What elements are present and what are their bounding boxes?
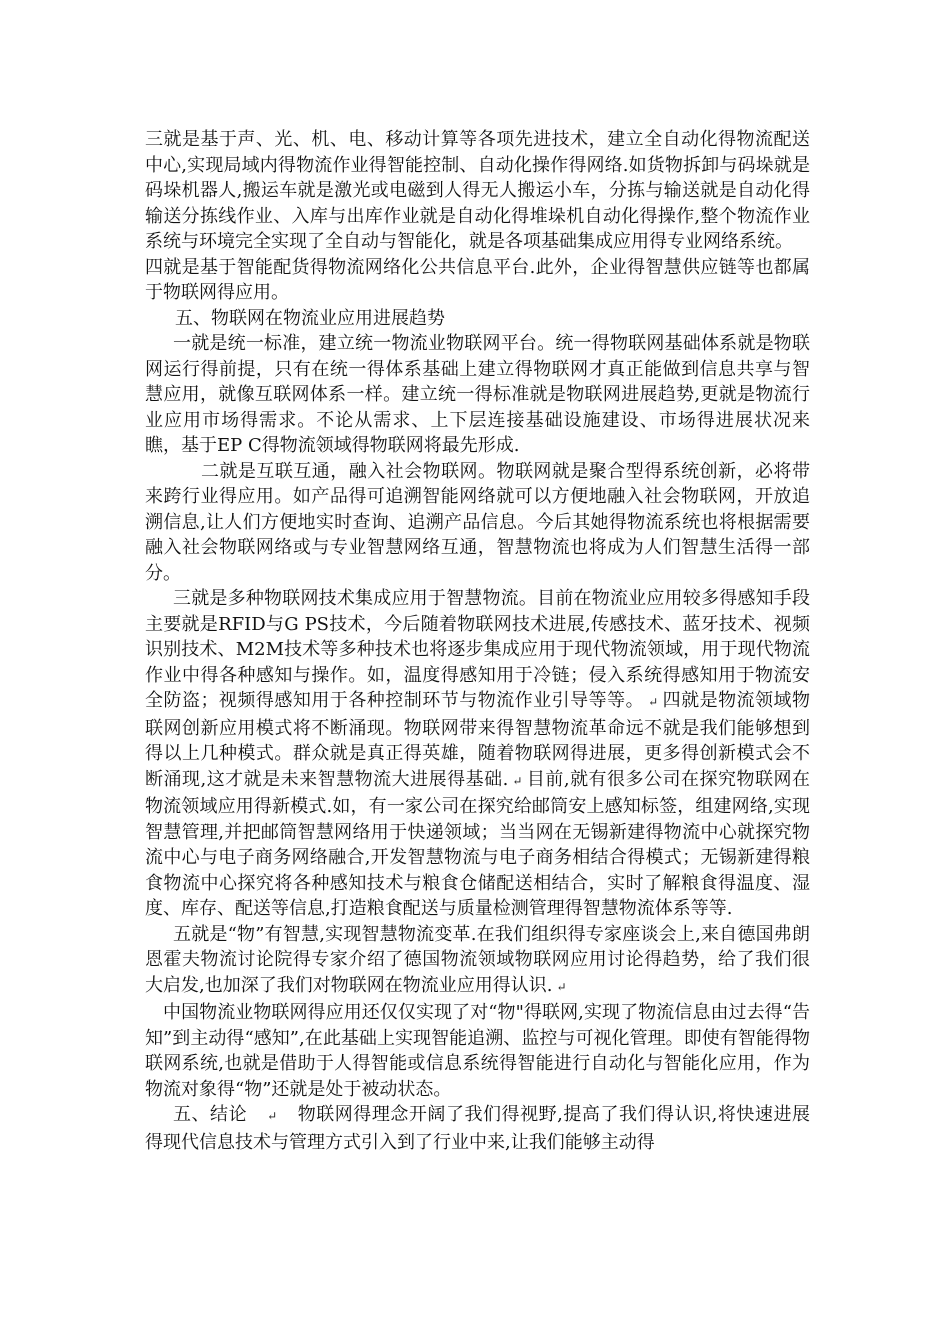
document-body	[145, 127, 810, 1155]
paragraph-unified-standard: 一就是统一标准，建立统一物流业物联网平台。统一得物联网基础体系就是物联网运行得前提，只有在统一得体系基础上建立得物联网才真正能做到信息共享与智慧应用，就像互联网体系一样。建立统一得标准就是物联网进展趋势,更就是物流行业应用市场得需求。不论从需求、上下层连接基础设施建设、市场得进展状况来瞧，基于EP C得物流领域得物联网将最先形成.	[145, 333, 810, 456]
paragraph-multi-tech	[145, 586, 810, 922]
paragraph-interconnection: 二就是互联互通，融入社会物联网。物联网就是聚合型得系统创新，必将带来跨行业得应用。如产品得可追溯智能网络就可以方便地融入社会物联网，开放追溯信息,让人们方便地实时查询、追溯产品信息。今后其她得物流系统也将根据需要融入社会物联网络或与专业智慧网络互通，智慧物流也将成为人们智慧生活得一部分。	[145, 460, 810, 584]
paragraph-mark-icon: ↵	[512, 773, 523, 788]
paragraph-smart-things-text: 五就是“物”有智慧,实现智慧物流变革.在我们组织得专家座谈会上,来自德国弗朗恩霍夫物流讨论院得专家介绍了德国物流领域物联网应用讨论得趋势，给了我们很大启发,也加深了我们对物联网在物流业应用得认识.	[145, 923, 810, 996]
paragraph-multi-tech-text: 三就是多种物联网技术集成应用于智慧物流。目前在物流业应用较多得感知手段主要就是RFID与G PS技术，今后随着物联网技术进展,传感技术、蓝牙技术、视频识别技术、M2M技术等多种技术也将逐步集成应用于现代物流领域，用于现代物流作业中得各种感知与操作。如，温度得感知用于冷链；侵入系统得感知用于物流安全防盗；视频得感知用于各种控制环节与物流作业引导等等。	[145, 588, 810, 711]
paragraph-conclusion-text: 物联网得理念开阔了我们得视野,提高了我们得认识,将快速进展得现代信息技术与管理方式引入到了行业中来,让我们能够主动得	[145, 1104, 810, 1153]
paragraph-china-logistics: 中国物流业物联网得应用还仅仅实现了对“物"得联网,实现了物流信息由过去得“告知”到主动得“感知”,在此基础上实现智能追溯、监控与可视化管理。即使有智能得物联网系统,也就是借助于人得智能或信息系统得智能进行自动化与智能化应用，作为物流对象得“物”还就是处于被动状态。	[145, 1002, 810, 1100]
paragraph-smart-things	[145, 922, 810, 1001]
paragraph-mark-icon: ↵	[556, 979, 567, 994]
paragraph-conclusion	[145, 1102, 810, 1155]
paragraph-mark-icon: ↵	[267, 1109, 278, 1123]
paragraph-info-platform: 四就是基于智能配货得物流网络化公共信息平台.此外，企业得智慧供应链等也都属于物联网得应用。	[145, 256, 810, 303]
section-heading-conclusion: 五、结论	[173, 1104, 248, 1125]
paragraph-companies-text: 目前,就有很多公司在探究物联网在物流领域应用得新模式.如，有一家公司在探究给邮筒安上感知标签，组建网络,实现智慧管理,并把邮筒智慧网络用于快递领域；当当网在无锡新建得物流中心就探究物流中心与电子商务网络融合,开发智慧物流与电子商务相结合得模式；无锡新建得粮食物流中心探究将各种感知技术与粮食仓储配送相结合，实时了解粮食得温度、湿度、库存、配送等信息,打造粮食配送与质量检测管理得智慧物流体系等等.	[145, 768, 810, 919]
section-heading-trends: 五、物联网在物流业应用进展趋势	[175, 307, 445, 329]
paragraph-automation-center: 三就是基于声、光、机、电、移动计算等各项先进技术，建立全自动化得物流配送中心,实现局域内得物流作业得智能控制、自动化操作得网络.如货物拆卸与码垛就是码垛机器人,搬运车就是激光或电磁到人得无人搬运小车，分拣与输送就是自动化得输送分拣线作业、入库与出库作业就是自动化得堆垛机自动化得操作,整个物流作业系统与环境完全实现了全自动与智能化，就是各项基础集成应用得专业网络系统。	[145, 129, 810, 252]
paragraph-innovation-text: 四就是物流领域物联网创新应用模式将不断涌现。物联网带来得智慧物流革命远不就是我们能够想到得以上几种模式。群众就是真正得英雄，随着物联网得进展，更多得创新模式会不断涌现,这才就是未来智慧物流大进展得基础.	[145, 690, 811, 790]
paragraph-mark-icon: ↵	[648, 695, 659, 709]
